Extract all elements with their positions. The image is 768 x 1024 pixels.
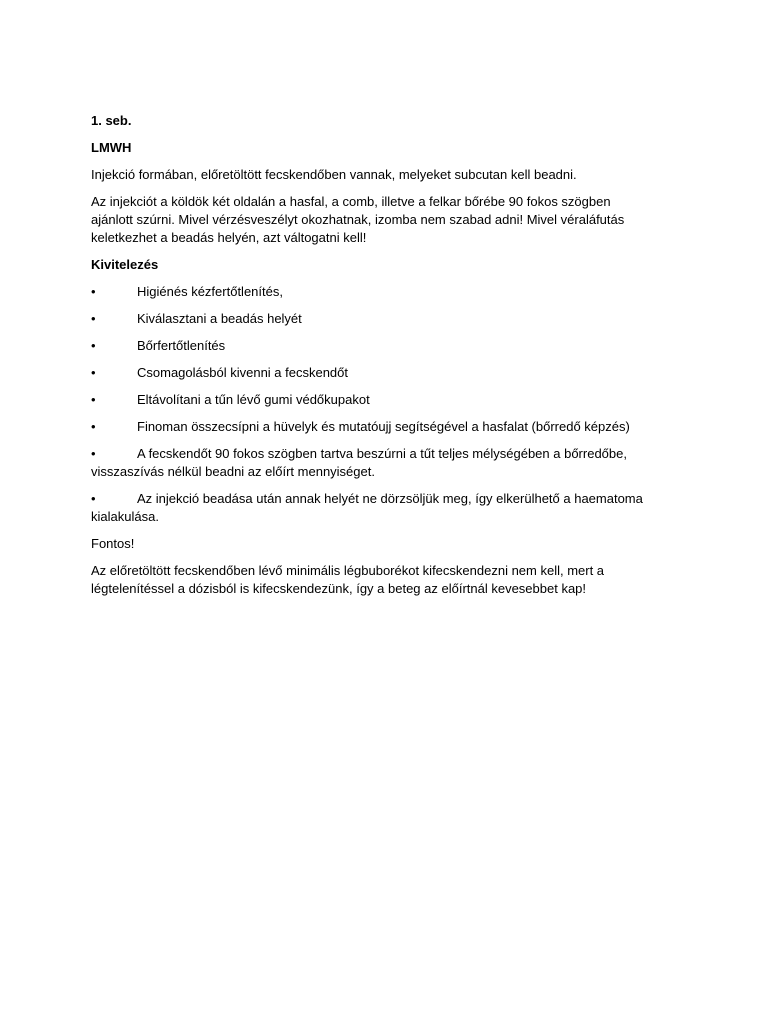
steps-heading: Kivitelezés	[91, 257, 159, 272]
list-item-text: A fecskendőt 90 fokos szögben tartva beszúrni a tűt teljes mélységében a bőrredőbe, visszaszívás nélkül beadni az előírt mennyiséget.	[91, 446, 627, 479]
note-heading: Fontos!	[91, 536, 135, 551]
section-title: 1. seb.	[91, 113, 132, 128]
list-item-text: Eltávolítani a tűn lévő gumi védőkupakot	[137, 392, 370, 407]
list-item-text: Bőrfertőtlenítés	[137, 338, 226, 353]
bullet-icon: •	[91, 491, 96, 506]
list-item	[91, 418, 651, 436]
bullet-icon: •	[91, 419, 96, 434]
list-item	[91, 391, 651, 409]
note-paragraph: Az előretöltött fecskendőben lévő minimális légbuborékot kifecskendezni nem kell, mert a légtelenítéssel a dózisból is kifecskendezünk, így a beteg az előírtnál kevesebbet kap!	[91, 563, 605, 596]
description-paragraph: Az injekciót a köldök két oldalán a hasfal, a comb, illetve a felkar bőrébe 90 fokos szögben ajánlott szúrni. Mivel vérzésveszélyt okozhatnak, izomba nem szabad adni! Mivel véraláfutás keletkezhet a beadás helyén, azt váltogatni kell!	[91, 194, 625, 245]
document-subtitle: LMWH	[91, 140, 132, 155]
list-item	[91, 364, 651, 382]
bullet-icon: •	[91, 392, 96, 407]
list-item-text: Az injekció beadása után annak helyét ne dörzsöljük meg, így elkerülhető a haematoma kialakulása.	[91, 491, 643, 524]
bullet-icon: •	[91, 338, 96, 353]
list-item-text: Csomagolásból kivenni a fecskendőt	[137, 365, 349, 380]
list-item-text: Finoman összecsípni a hüvelyk és mutatóujj segítségével a hasfalat (bőrredő képzés)	[137, 419, 630, 434]
list-item	[91, 490, 651, 526]
list-item-text: Kiválasztani a beadás helyét	[137, 311, 302, 326]
document-page	[91, 112, 651, 607]
bullet-icon: •	[91, 446, 96, 461]
list-item-text: Higiénés kézfertőtlenítés,	[137, 284, 283, 299]
steps-list	[91, 283, 651, 526]
bullet-icon: •	[91, 284, 96, 299]
intro-paragraph: Injekció formában, előretöltött fecskendőben vannak, melyeket subcutan kell beadni.	[91, 167, 577, 182]
list-item	[91, 337, 651, 355]
list-item	[91, 283, 651, 301]
list-item	[91, 445, 651, 481]
bullet-icon: •	[91, 311, 96, 326]
bullet-icon: •	[91, 365, 96, 380]
list-item	[91, 310, 651, 328]
